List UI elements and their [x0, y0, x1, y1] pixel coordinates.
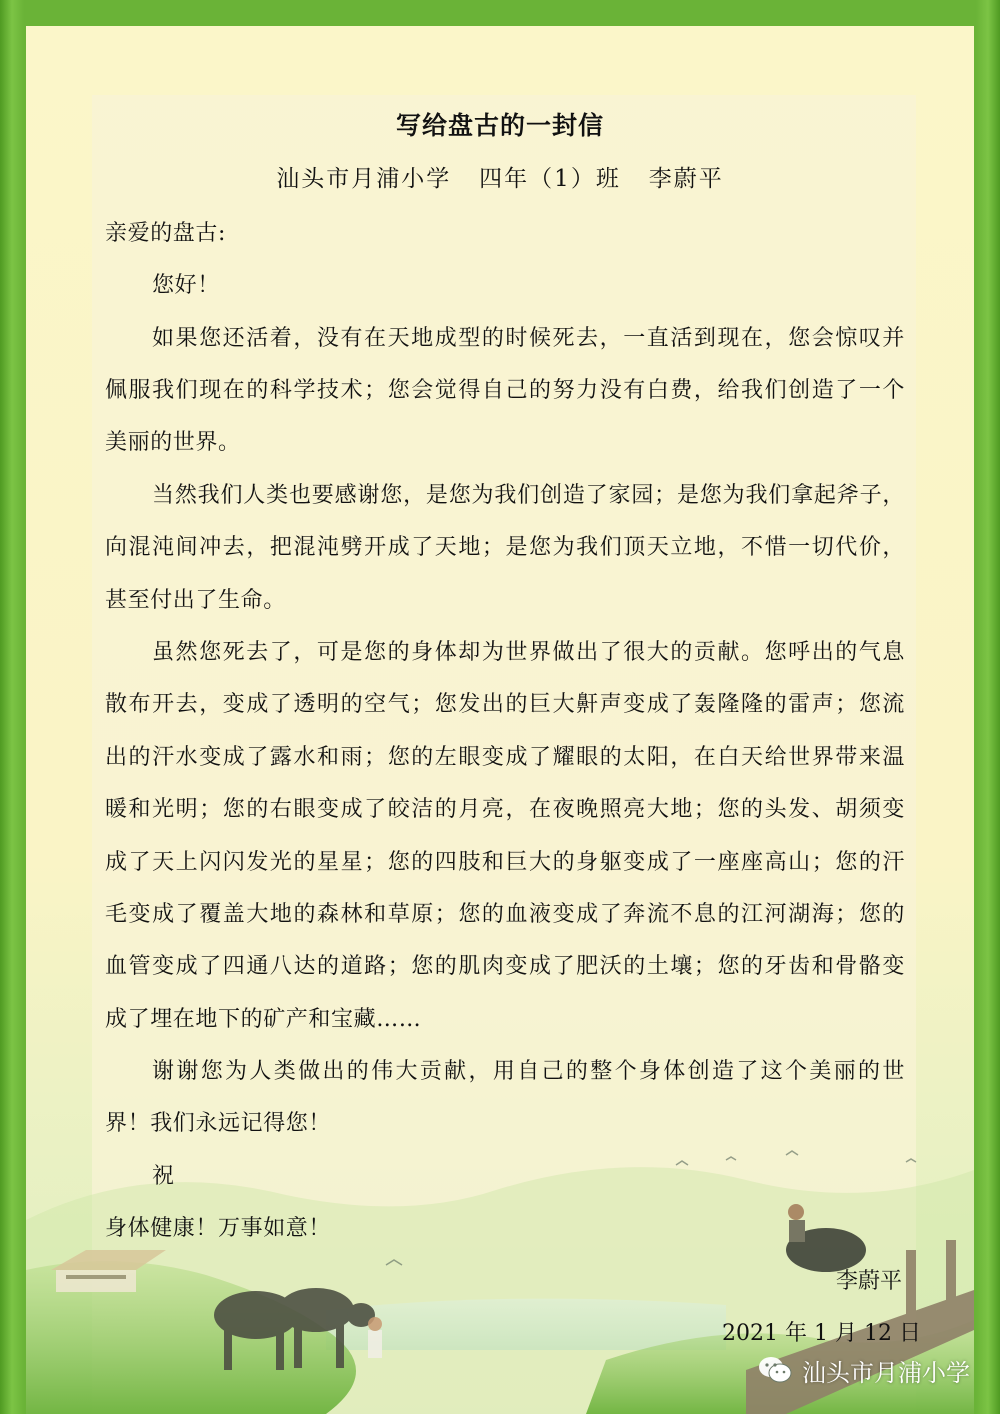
- paragraph-line: 美丽的世界。: [105, 430, 241, 455]
- wechat-watermark: [758, 1350, 970, 1390]
- paragraph-line: 佩服我们现在的科学技术；您会觉得自己的努力没有白费，给我们创造了一个: [105, 378, 905, 403]
- author-byline: 汕头市月浦小学 四年（1）班 李蔚平: [276, 166, 724, 192]
- watermark-text: 汕头市月浦小学: [802, 1358, 970, 1387]
- salutation: 亲爱的盘古:: [105, 221, 227, 246]
- paragraph-line: 向混沌间冲去，把混沌劈开成了天地；是您为我们顶天立地，不惜一切代价，: [105, 535, 905, 560]
- paragraph-line: 散布开去，变成了透明的空气；您发出的巨大鼾声变成了轰隆隆的雷声；您流: [105, 692, 905, 717]
- paragraph-line: 虽然您死去了，可是您的身体却为世界做出了很大的贡献。您呼出的气息: [152, 640, 905, 665]
- wish: 身体健康！万事如意！: [105, 1216, 332, 1241]
- paragraph-line: 谢谢您为人类做出的伟大贡献，用自己的整个身体创造了这个美丽的世: [152, 1059, 905, 1084]
- greeting: 您好！: [152, 273, 220, 298]
- paragraph-line: 当然我们人类也要感谢您，是您为我们创造了家园；是您为我们拿起斧子，: [152, 483, 905, 508]
- wechat-icon: [758, 1355, 792, 1385]
- paragraph-line: 出的汗水变成了露水和雨；您的左眼变成了耀眼的太阳，在白天给世界带来温: [105, 745, 905, 770]
- paragraph-line: 成了埋在地下的矿产和宝藏……: [105, 1007, 422, 1032]
- signature: 李蔚平: [836, 1269, 903, 1294]
- paragraph-line: 毛变成了覆盖大地的森林和草原；您的血液变成了奔流不息的江河湖海；您的: [105, 902, 905, 927]
- paragraph-line: 成了天上闪闪发光的星星；您的四肢和巨大的身躯变成了一座座高山；您的汗: [105, 850, 905, 875]
- paragraph-line: 甚至付出了生命。: [105, 588, 286, 613]
- paragraph-line: 血管变成了四通八达的道路；您的肌肉变成了肥沃的土壤；您的牙齿和骨骼变: [105, 954, 905, 979]
- date: 2021 年 1 月 12 日: [722, 1321, 921, 1346]
- water: [326, 1299, 726, 1350]
- paragraph-line: 如果您还活着，没有在天地成型的时候死去，一直活到现在，您会惊叹并: [152, 326, 905, 351]
- paragraph-line: 暖和光明；您的右眼变成了皎洁的月亮，在夜晚照亮大地；您的头发、胡须变: [105, 797, 905, 822]
- letter-title: 写给盘古的一封信: [395, 111, 604, 140]
- paragraph-line: 界！我们永远记得您！: [105, 1111, 332, 1136]
- closing: 祝: [152, 1164, 175, 1189]
- child: [368, 1317, 382, 1358]
